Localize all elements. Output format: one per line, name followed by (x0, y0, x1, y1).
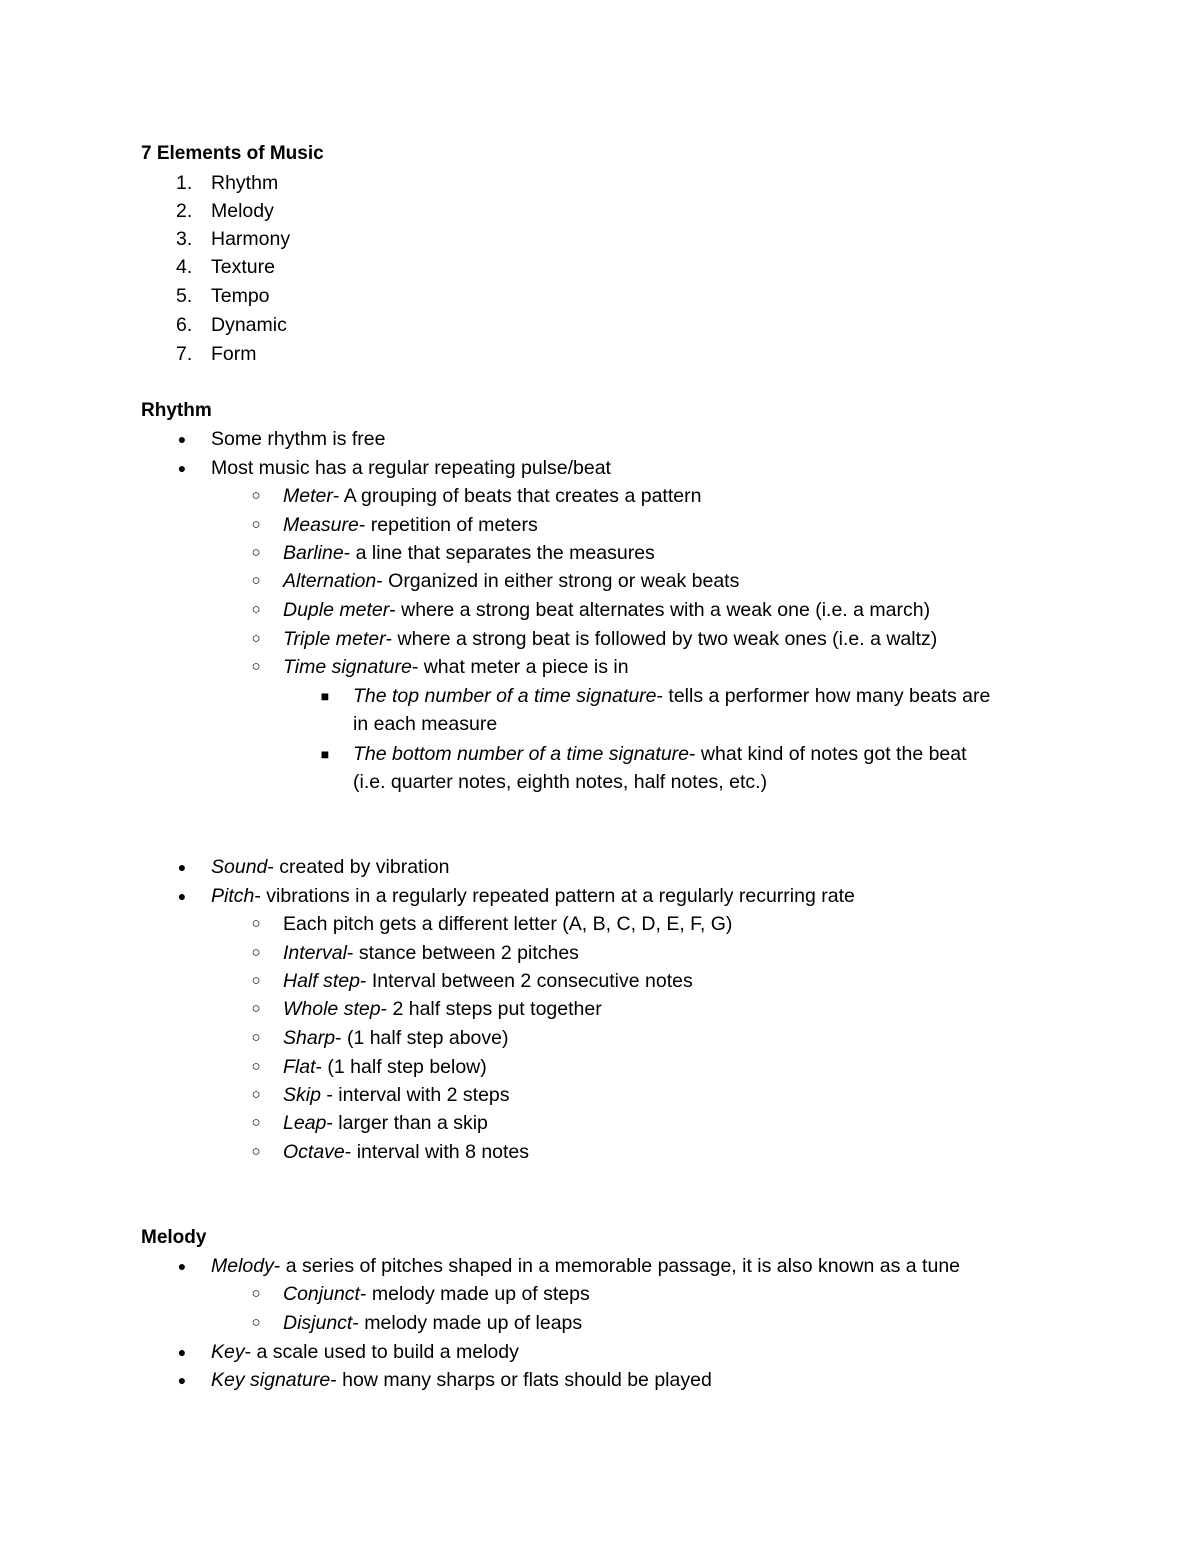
bullet-item: Most music has a regular repeating pulse/beat (211, 457, 611, 479)
definition: - what meter a piece is in (411, 656, 629, 678)
bullet-circle-icon: ○ (251, 1143, 261, 1160)
sub-sub-bullet-item (353, 740, 967, 768)
bullet-square-icon: ■ (320, 746, 330, 762)
list-item: Harmony (211, 228, 291, 250)
bullet-circle-icon: ○ (251, 915, 261, 932)
definition: - a line that separates the measures (343, 542, 655, 564)
term: Barline (283, 542, 344, 564)
definition: - repetition of meters (358, 514, 538, 536)
list-number: 6. (176, 314, 193, 336)
definition: - Interval between 2 consecutive notes (359, 970, 693, 992)
term: Measure (283, 514, 359, 536)
definition: - melody made up of steps (359, 1283, 590, 1305)
sub-bullet-item (283, 1053, 487, 1081)
sub-bullet-item (283, 995, 602, 1023)
sub-bullet-item (283, 1309, 582, 1337)
sub-bullet-item: Each pitch gets a different letter (A, B, C, D, E, F, G) (283, 913, 733, 935)
sub-bullet-item (283, 939, 579, 967)
bullet-circle-icon: ○ (251, 1285, 261, 1302)
bullet-circle-icon: ○ (251, 658, 261, 675)
definition: - A grouping of beats that creates a pattern (332, 485, 702, 507)
definition: - melody made up of leaps (352, 1312, 583, 1334)
sub-bullet-item (283, 1024, 508, 1052)
bullet-circle-icon: ○ (251, 1114, 261, 1131)
definition: - interval with 2 steps (320, 1084, 510, 1106)
list-item: Melody (211, 200, 274, 222)
definition: - tells a performer how many beats are (656, 685, 991, 707)
term: Conjunct (283, 1283, 360, 1305)
list-number: 2. (176, 200, 193, 222)
definition: - a series of pitches shaped in a memorable passage, it is also known as a tune (273, 1255, 961, 1277)
definition: - interval with 8 notes (344, 1141, 530, 1163)
term: Alternation (283, 570, 377, 592)
section-title-rhythm: Rhythm (141, 400, 212, 421)
definition: - what kind of notes got the beat (689, 743, 967, 765)
definition: - a scale used to build a melody (244, 1341, 519, 1363)
term: Pitch (211, 885, 255, 907)
sub-bullet-item (283, 1280, 590, 1308)
list-number: 4. (176, 256, 193, 278)
definition: - 2 half steps put together (380, 998, 602, 1020)
bullet-circle-icon: ○ (251, 630, 261, 647)
bullet-item (211, 1252, 960, 1280)
term: Disjunct (283, 1312, 353, 1334)
bullet-item: Some rhythm is free (211, 428, 386, 450)
bullet-circle-icon: ○ (251, 1058, 261, 1075)
term: Skip (283, 1084, 321, 1106)
list-item: Texture (211, 256, 275, 278)
sub-sub-bullet-item (353, 682, 990, 710)
sub-bullet-item (283, 539, 655, 567)
sub-bullet-item (283, 567, 739, 595)
list-number: 3. (176, 228, 193, 250)
bullet-disc-icon: ● (177, 460, 187, 476)
bullet-circle-icon: ○ (251, 516, 261, 533)
term: Meter (283, 485, 333, 507)
list-number: 1. (176, 172, 193, 194)
list-number: 5. (176, 285, 193, 307)
sub-bullet-item (283, 967, 693, 995)
term: Flat (283, 1056, 316, 1078)
list-number: 7. (176, 343, 193, 365)
bullet-square-icon: ■ (320, 688, 330, 704)
term: Key signature (211, 1369, 331, 1391)
bullet-circle-icon: ○ (251, 944, 261, 961)
definition: - created by vibration (267, 856, 450, 878)
term: Sharp (283, 1027, 336, 1049)
term: Interval (283, 942, 347, 964)
term: The bottom number of a time signature (353, 743, 690, 765)
sub-bullet-item (283, 596, 930, 624)
bullet-disc-icon: ● (177, 1344, 187, 1360)
section-title-elements: 7 Elements of Music (141, 143, 324, 164)
sub-sub-bullet-continuation: in each measure (353, 713, 498, 735)
list-item: Dynamic (211, 314, 287, 336)
sub-sub-bullet-continuation: (i.e. quarter notes, eighth notes, half notes, etc.) (353, 771, 768, 793)
bullet-item (211, 1338, 519, 1366)
bullet-circle-icon: ○ (251, 1000, 261, 1017)
bullet-item (211, 1366, 712, 1394)
sub-bullet-item (283, 1109, 488, 1137)
definition: - where a strong beat alternates with a weak one (i.e. a march) (389, 599, 931, 621)
definition: - how many sharps or flats should be played (330, 1369, 712, 1391)
bullet-disc-icon: ● (177, 888, 187, 904)
definition: - larger than a skip (326, 1112, 488, 1134)
bullet-disc-icon: ● (177, 1258, 187, 1274)
bullet-disc-icon: ● (177, 431, 187, 447)
bullet-circle-icon: ○ (251, 1029, 261, 1046)
term: Duple meter (283, 599, 390, 621)
bullet-circle-icon: ○ (251, 1086, 261, 1103)
definition: - (1 half step above) (335, 1027, 509, 1049)
term: The top number of a time signature (353, 685, 657, 707)
definition: - where a strong beat is followed by two weak ones (i.e. a waltz) (385, 628, 938, 650)
list-item: Form (211, 343, 257, 365)
bullet-disc-icon: ● (177, 1372, 187, 1388)
term: Whole step (283, 998, 381, 1020)
term: Octave (283, 1141, 345, 1163)
bullet-disc-icon: ● (177, 859, 187, 875)
definition: - vibrations in a regularly repeated pattern at a regularly recurring rate (254, 885, 855, 907)
term: Half step (283, 970, 360, 992)
sub-bullet-item (283, 625, 937, 653)
bullet-circle-icon: ○ (251, 601, 261, 618)
bullet-circle-icon: ○ (251, 1314, 261, 1331)
term: Key (211, 1341, 245, 1363)
sub-bullet-item (283, 511, 538, 539)
definition: - stance between 2 pitches (346, 942, 579, 964)
bullet-item (211, 882, 855, 910)
list-item: Tempo (211, 285, 270, 307)
term: Sound (211, 856, 268, 878)
section-title-melody: Melody (141, 1227, 207, 1248)
bullet-circle-icon: ○ (251, 972, 261, 989)
sub-bullet-item (283, 1138, 529, 1166)
sub-bullet-item (283, 653, 629, 681)
term: Leap (283, 1112, 327, 1134)
definition: - (1 half step below) (315, 1056, 487, 1078)
definition: - Organized in either strong or weak beats (376, 570, 740, 592)
term: Time signature (283, 656, 412, 678)
sub-bullet-item (283, 1081, 510, 1109)
bullet-item (211, 853, 449, 881)
bullet-circle-icon: ○ (251, 572, 261, 589)
sub-bullet-item (283, 482, 701, 510)
term: Melody (211, 1255, 274, 1277)
bullet-circle-icon: ○ (251, 487, 261, 504)
term: Triple meter (283, 628, 386, 650)
bullet-circle-icon: ○ (251, 544, 261, 561)
list-item: Rhythm (211, 172, 279, 194)
